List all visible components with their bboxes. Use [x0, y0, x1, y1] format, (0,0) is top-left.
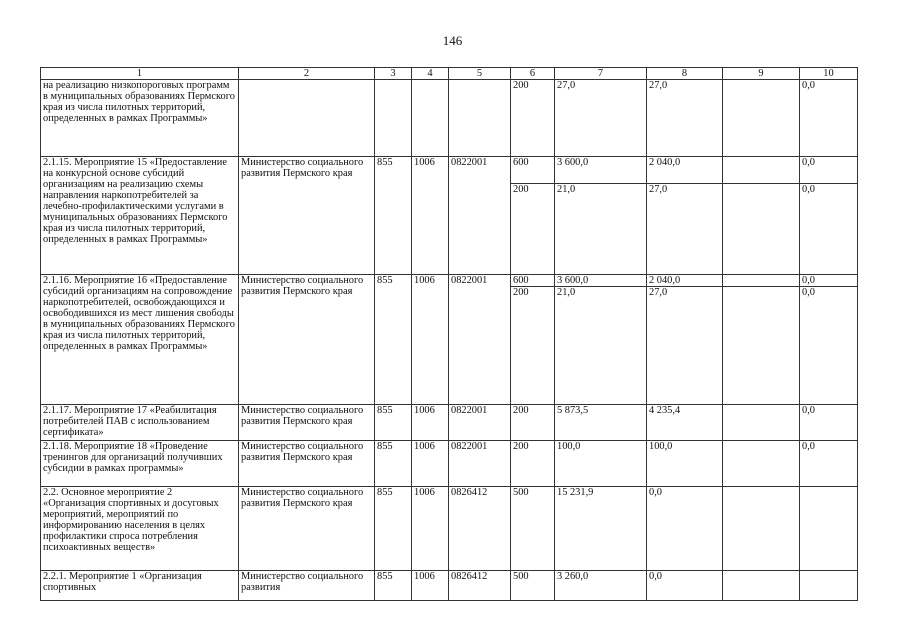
cell-c8 [647, 571, 723, 601]
header-row [41, 68, 858, 80]
cell-value: 3 260,0 [557, 571, 589, 582]
cell-value: 0,0 [802, 80, 815, 91]
cell-c4: 1006 [412, 405, 449, 441]
column-header-7: 7 [555, 68, 647, 80]
cell-c6 [511, 441, 555, 487]
cell-c2: Министерство социального развития Пермского края [239, 275, 375, 405]
cell-value: 500 [513, 487, 529, 498]
table-row [41, 275, 858, 405]
cell-c2: Министерство социального развития Пермского края [239, 487, 375, 571]
table-row [41, 571, 858, 601]
cell-c1: 2.2.1. Мероприятие 1 «Организация спортивных [41, 571, 239, 601]
cell-c9 [723, 405, 800, 441]
column-header-1: 1 [41, 68, 239, 80]
cell-value: 0,0 [802, 405, 815, 416]
cell-c5: 0822001 [449, 441, 511, 487]
cell-c7 [555, 275, 647, 405]
cell-c4: 1006 [412, 571, 449, 601]
cell-c10 [800, 405, 858, 441]
cell-c2: Министерство социального развития [239, 571, 375, 601]
cell-c9 [723, 157, 800, 275]
cell-value [723, 286, 799, 287]
column-header-10: 10 [800, 68, 858, 80]
table-row [41, 80, 858, 157]
cell-c1: 2.1.18. Мероприятие 18 «Проведение тренингов для организаций получивших субсидии в рамках программы» [41, 441, 239, 487]
cell-c6 [511, 405, 555, 441]
cell-c6 [511, 80, 555, 157]
cell-c5: 0826412 [449, 487, 511, 571]
cell-c5: 0822001 [449, 275, 511, 405]
cell-value: 600 [513, 275, 529, 286]
cell-c7 [555, 487, 647, 571]
cell-c8 [647, 275, 723, 405]
cell-c7 [555, 157, 647, 275]
cell-value: 15 231,9 [557, 487, 594, 498]
cell-value [723, 183, 799, 184]
cell-c7 [555, 80, 647, 157]
cell-c10 [800, 571, 858, 601]
cell-value: 0,0 [649, 571, 662, 582]
cell-c3: 855 [375, 157, 412, 275]
cell-value: 5 873,5 [557, 405, 589, 416]
cell-value: 0,0 [802, 157, 815, 168]
cell-c6 [511, 571, 555, 601]
column-header-6: 6 [511, 68, 555, 80]
cell-c4: 1006 [412, 275, 449, 405]
column-header-9: 9 [723, 68, 800, 80]
cell-c7 [555, 405, 647, 441]
cell-value: 100,0 [649, 441, 673, 452]
cell-c8 [647, 441, 723, 487]
cell-c2: Министерство социального развития Пермского края [239, 441, 375, 487]
cell-c10 [800, 157, 858, 275]
cell-c9 [723, 80, 800, 157]
cell-value: 0,0 [802, 275, 815, 286]
cell-c4: 1006 [412, 441, 449, 487]
cell-c8 [647, 80, 723, 157]
column-header-8: 8 [647, 68, 723, 80]
cell-value: 0,0 [800, 286, 857, 298]
cell-c4 [412, 80, 449, 157]
cell-c1: на реализацию низкопороговых программ в муниципальных образованиях Пермского края из числа пилотных территорий, определенных в рамках Программы» [41, 80, 239, 157]
table-row [41, 405, 858, 441]
cell-c3 [375, 80, 412, 157]
table-row [41, 441, 858, 487]
cell-value: 500 [513, 571, 529, 582]
cell-value: 21,0 [555, 183, 646, 195]
cell-c1: 2.1.17. Мероприятие 17 «Реабилитация потребителей ПАВ с использованием сертификата» [41, 405, 239, 441]
cell-c10 [800, 441, 858, 487]
cell-c6 [511, 275, 555, 405]
cell-value: 3 600,0 [557, 157, 589, 168]
cell-value: 3 600,0 [557, 275, 589, 286]
cell-c10 [800, 487, 858, 571]
cell-value: 0,0 [800, 183, 857, 195]
cell-value: 21,0 [555, 286, 646, 298]
cell-c7 [555, 571, 647, 601]
cell-value: 200 [513, 405, 529, 416]
cell-c4: 1006 [412, 157, 449, 275]
cell-value [723, 275, 799, 286]
cell-c1: 2.1.15. Мероприятие 15 «Предоставление на конкурсной основе субсидий организациям на реализацию схемы направления наркопотребителей за лечебно-профилактическими услугами в муниципальных образованиях Пермского края из числа пилотных территорий, определенных в рамках Программы» [41, 157, 239, 275]
column-header-5: 5 [449, 68, 511, 80]
cell-c2 [239, 80, 375, 157]
cell-c9 [723, 441, 800, 487]
budget-table [40, 67, 858, 601]
page-number: 146 [442, 33, 463, 48]
cell-value: 200 [511, 183, 554, 195]
column-header-4: 4 [412, 68, 449, 80]
cell-c9 [723, 275, 800, 405]
cell-value: 200 [513, 80, 529, 91]
cell-value: 0,0 [802, 441, 815, 452]
cell-value: 27,0 [649, 80, 668, 91]
cell-c3: 855 [375, 487, 412, 571]
column-header-2: 2 [239, 68, 375, 80]
cell-c3: 855 [375, 275, 412, 405]
cell-value: 2 040,0 [649, 275, 681, 286]
cell-c3: 855 [375, 571, 412, 601]
table-row [41, 487, 858, 571]
cell-c5: 0822001 [449, 157, 511, 275]
cell-c5: 0822001 [449, 405, 511, 441]
cell-c8 [647, 157, 723, 275]
cell-value [723, 157, 799, 183]
cell-c10 [800, 80, 858, 157]
cell-c8 [647, 487, 723, 571]
cell-c10 [800, 275, 858, 405]
column-header-3: 3 [375, 68, 412, 80]
cell-c4: 1006 [412, 487, 449, 571]
cell-c8 [647, 405, 723, 441]
cell-c7 [555, 441, 647, 487]
cell-value: 27,0 [647, 183, 722, 195]
table-row [41, 157, 858, 275]
cell-c6 [511, 487, 555, 571]
cell-value: 200 [513, 441, 529, 452]
cell-c6 [511, 157, 555, 275]
cell-value: 0,0 [649, 487, 662, 498]
cell-value: 4 235,4 [649, 405, 681, 416]
cell-c2: Министерство социального развития Пермского края [239, 157, 375, 275]
cell-c9 [723, 571, 800, 601]
cell-c2: Министерство социального развития Пермского края [239, 405, 375, 441]
cell-value: 100,0 [557, 441, 581, 452]
cell-c5: 0826412 [449, 571, 511, 601]
cell-c3: 855 [375, 405, 412, 441]
cell-value: 200 [511, 286, 554, 298]
cell-c1: 2.2. Основное мероприятие 2 «Организация спортивных и досуговых мероприятий, мероприятий по информированию населения в целях профилактики спроса потребления психоактивных веществ» [41, 487, 239, 571]
cell-c9 [723, 487, 800, 571]
cell-c3: 855 [375, 441, 412, 487]
cell-value: 2 040,0 [649, 157, 681, 168]
cell-value: 27,0 [647, 286, 722, 298]
cell-value: 600 [513, 157, 529, 168]
cell-c5 [449, 80, 511, 157]
cell-value: 27,0 [557, 80, 576, 91]
cell-c1: 2.1.16. Мероприятие 16 «Предоставление субсидий организациям на сопровождение наркопотребителей, освобождающихся и освободившихся из мест лишения свободы в муниципальных образованиях Пермского края из числа пилотных территорий, определенных в рамках Программы» [41, 275, 239, 405]
